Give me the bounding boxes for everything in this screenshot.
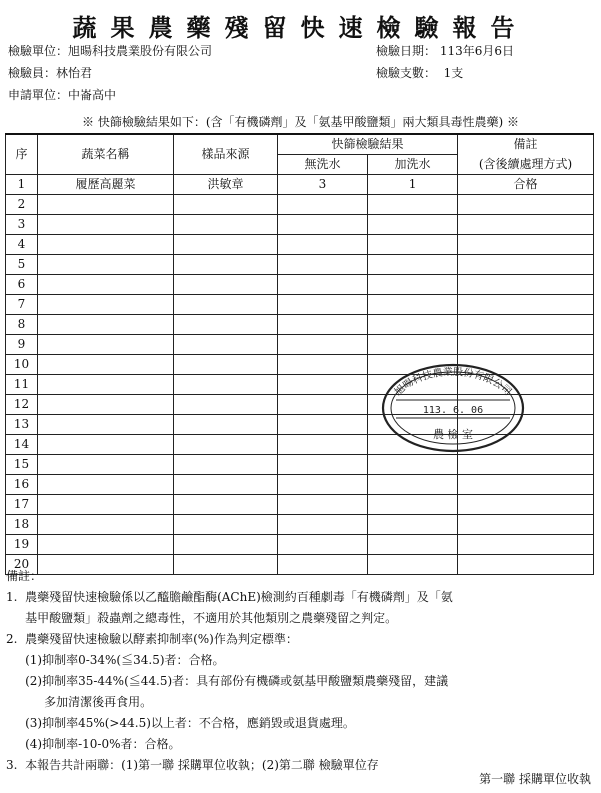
row-sample-source: [174, 255, 278, 275]
row-vegetable-name: [38, 475, 174, 495]
row-sample-source: [174, 475, 278, 495]
row-no-wash: [278, 395, 368, 415]
inspection-date-label: 檢驗日期：: [376, 44, 437, 58]
row-no-wash: [278, 255, 368, 275]
row-no-wash: [278, 275, 368, 295]
row-seq: 4: [6, 235, 38, 255]
row-seq: 5: [6, 255, 38, 275]
row-remark: [458, 475, 594, 495]
remark-line: 3. 本報告共計兩聯：(1)第一聯 採購單位收執；(2)第二聯 檢驗單位存: [6, 758, 379, 772]
inspection-date-value: 113年6月6日: [439, 44, 515, 58]
screening-note: ※ 快篩檢驗結果如下：(含「有機磷劑」及「氨基甲酸鹽類」兩大類具毒性農藥) ※: [82, 115, 519, 129]
row-vegetable-name: [38, 275, 174, 295]
row-vegetable-name: [38, 375, 174, 395]
report-title: 蔬果農藥殘留快速檢驗報告: [72, 13, 529, 42]
row-vegetable-name: [38, 415, 174, 435]
remark-line: (4)抑制率-10-0%者：合格。: [6, 737, 181, 751]
row-vegetable-name: [38, 495, 174, 515]
applicant-unit-value: 中崙高中: [68, 88, 117, 102]
row-sample-source: [174, 235, 278, 255]
row-vegetable-name: [38, 435, 174, 455]
row-sample-source: [174, 275, 278, 295]
header-screening-result: 快篩檢驗結果: [278, 134, 458, 155]
inspector-value: 林怡君: [56, 66, 93, 80]
row-seq: 18: [6, 515, 38, 535]
row-seq: 17: [6, 495, 38, 515]
row-remark: [458, 335, 594, 355]
row-vegetable-name: 履歷高麗菜: [38, 175, 174, 195]
row-remark: 合格: [458, 175, 594, 195]
header-vegetable-name: 蔬菜名稱: [38, 134, 174, 175]
sample-count-value: 1支: [443, 66, 464, 80]
row-seq: 6: [6, 275, 38, 295]
row-vegetable-name: [38, 195, 174, 215]
row-seq: 11: [6, 375, 38, 395]
row-remark: [458, 295, 594, 315]
table-row: [6, 175, 594, 195]
row-no-wash: 3: [278, 175, 368, 195]
header-remark-sub: (含後續處理方式): [458, 155, 594, 175]
row-sample-source: [174, 315, 278, 335]
row-with-wash: [368, 495, 458, 515]
inspection-unit-value: 旭暘科技農業股份有限公司: [68, 44, 213, 58]
row-no-wash: [278, 495, 368, 515]
row-seq: 15: [6, 455, 38, 475]
row-sample-source: [174, 195, 278, 215]
row-sample-source: [174, 535, 278, 555]
row-vegetable-name: [38, 335, 174, 355]
row-sample-source: [174, 515, 278, 535]
row-vegetable-name: [38, 455, 174, 475]
row-seq: 10: [6, 355, 38, 375]
row-remark: [458, 315, 594, 335]
header-remark: 備註: [458, 134, 594, 155]
applicant-unit: [8, 86, 116, 103]
row-seq: 12: [6, 395, 38, 415]
stamp-date: 113. 6. 06: [422, 405, 484, 416]
header-sample-source: 樣品來源: [174, 134, 278, 175]
row-with-wash: [368, 255, 458, 275]
remark-line: 2. 農藥殘留快速檢驗以酵素抑制率(%)作為判定標準：: [6, 632, 298, 646]
row-sample-source: [174, 335, 278, 355]
row-vegetable-name: [38, 535, 174, 555]
table-row: [6, 495, 594, 515]
remark-line: 基甲酸鹽類」殺蟲劑之總毒性，不適用於其他類別之農藥殘留之判定。: [6, 611, 398, 625]
inspector: [8, 64, 92, 81]
table-row: [6, 235, 594, 255]
row-sample-source: [174, 295, 278, 315]
row-remark: [458, 495, 594, 515]
stamp-company: 旭暘科技農業股份有限公司: [392, 367, 514, 399]
row-sample-source: [174, 415, 278, 435]
row-remark: [458, 255, 594, 275]
row-vegetable-name: [38, 295, 174, 315]
table-row: [6, 275, 594, 295]
row-with-wash: [368, 235, 458, 255]
row-with-wash: [368, 275, 458, 295]
sample-count: [376, 64, 463, 81]
row-sample-source: [174, 215, 278, 235]
row-seq: 2: [6, 195, 38, 215]
inspection-date: [376, 42, 514, 59]
row-seq: 9: [6, 335, 38, 355]
copy-footer: 第一聯 採購單位收執: [479, 772, 591, 786]
row-seq: 20: [6, 555, 38, 575]
header-no-wash: 無洗水: [278, 155, 368, 175]
row-vegetable-name: [38, 235, 174, 255]
row-vegetable-name: [38, 215, 174, 235]
row-no-wash: [278, 535, 368, 555]
table-row: [6, 335, 594, 355]
row-no-wash: [278, 295, 368, 315]
table-row: [6, 455, 594, 475]
inspection-unit: [8, 42, 212, 59]
inspection-unit-label: 檢驗單位：: [8, 44, 69, 58]
inspection-stamp: [378, 358, 528, 453]
table-row: [6, 195, 594, 215]
remark-line: (2)抑制率35-44%(≦44.5)者：具有部份有機磷或氨基甲酸鹽類農藥殘留，建議: [6, 674, 449, 688]
row-no-wash: [278, 215, 368, 235]
stamp-room: 農 檢 室: [433, 428, 473, 441]
row-no-wash: [278, 515, 368, 535]
row-with-wash: [368, 295, 458, 315]
row-seq: 7: [6, 295, 38, 315]
row-remark: [458, 215, 594, 235]
remark-line: (3)抑制率45%(>44.5)以上者：不合格，應銷毀或退貨處理。: [6, 716, 355, 730]
row-with-wash: [368, 515, 458, 535]
row-no-wash: [278, 195, 368, 215]
remarks-heading: 備註：: [6, 569, 43, 583]
remark-line: 多加清潔後再食用。: [6, 695, 153, 709]
table-row: [6, 535, 594, 555]
row-seq: 13: [6, 415, 38, 435]
remarks-section: [6, 566, 596, 776]
row-no-wash: [278, 435, 368, 455]
row-sample-source: [174, 435, 278, 455]
row-with-wash: [368, 315, 458, 335]
header-with-wash: 加洗水: [368, 155, 458, 175]
inspector-label: 檢驗員：: [8, 66, 57, 80]
row-no-wash: [278, 235, 368, 255]
row-remark: [458, 535, 594, 555]
row-with-wash: [368, 455, 458, 475]
row-with-wash: [368, 195, 458, 215]
row-sample-source: [174, 375, 278, 395]
row-sample-source: 洪敏章: [174, 175, 278, 195]
table-row: [6, 255, 594, 275]
row-with-wash: 1: [368, 175, 458, 195]
table-row: [6, 215, 594, 235]
row-vegetable-name: [38, 315, 174, 335]
row-no-wash: [278, 415, 368, 435]
row-remark: [458, 195, 594, 215]
row-remark: [458, 275, 594, 295]
row-no-wash: [278, 475, 368, 495]
row-seq: 19: [6, 535, 38, 555]
row-seq: 3: [6, 215, 38, 235]
header-seq: 序: [6, 134, 38, 175]
table-row: [6, 515, 594, 535]
row-no-wash: [278, 335, 368, 355]
row-remark: [458, 235, 594, 255]
remark-line: (1)抑制率0-34%(≦34.5)者：合格。: [6, 653, 225, 667]
row-sample-source: [174, 355, 278, 375]
sample-count-label: 檢驗支數：: [376, 66, 437, 80]
row-remark: [458, 455, 594, 475]
applicant-unit-label: 申請單位：: [8, 88, 69, 102]
table-row: [6, 475, 594, 495]
row-vegetable-name: [38, 255, 174, 275]
row-no-wash: [278, 455, 368, 475]
row-no-wash: [278, 375, 368, 395]
table-row: [6, 295, 594, 315]
row-seq: 1: [6, 175, 38, 195]
row-remark: [458, 515, 594, 535]
remark-line: 1. 農藥殘留快速檢驗係以乙醯膽鹼酯酶(AChE)檢測約百種劇毒「有機磷劑」及「氨: [6, 590, 453, 604]
row-seq: 14: [6, 435, 38, 455]
row-with-wash: [368, 215, 458, 235]
row-vegetable-name: [38, 395, 174, 415]
row-vegetable-name: [38, 355, 174, 375]
row-with-wash: [368, 335, 458, 355]
row-no-wash: [278, 355, 368, 375]
row-vegetable-name: [38, 515, 174, 535]
table-row: [6, 315, 594, 335]
row-sample-source: [174, 495, 278, 515]
row-sample-source: [174, 395, 278, 415]
row-seq: 16: [6, 475, 38, 495]
row-seq: 8: [6, 315, 38, 335]
row-with-wash: [368, 475, 458, 495]
row-no-wash: [278, 315, 368, 335]
results-table: [5, 133, 594, 575]
row-sample-source: [174, 455, 278, 475]
row-with-wash: [368, 535, 458, 555]
